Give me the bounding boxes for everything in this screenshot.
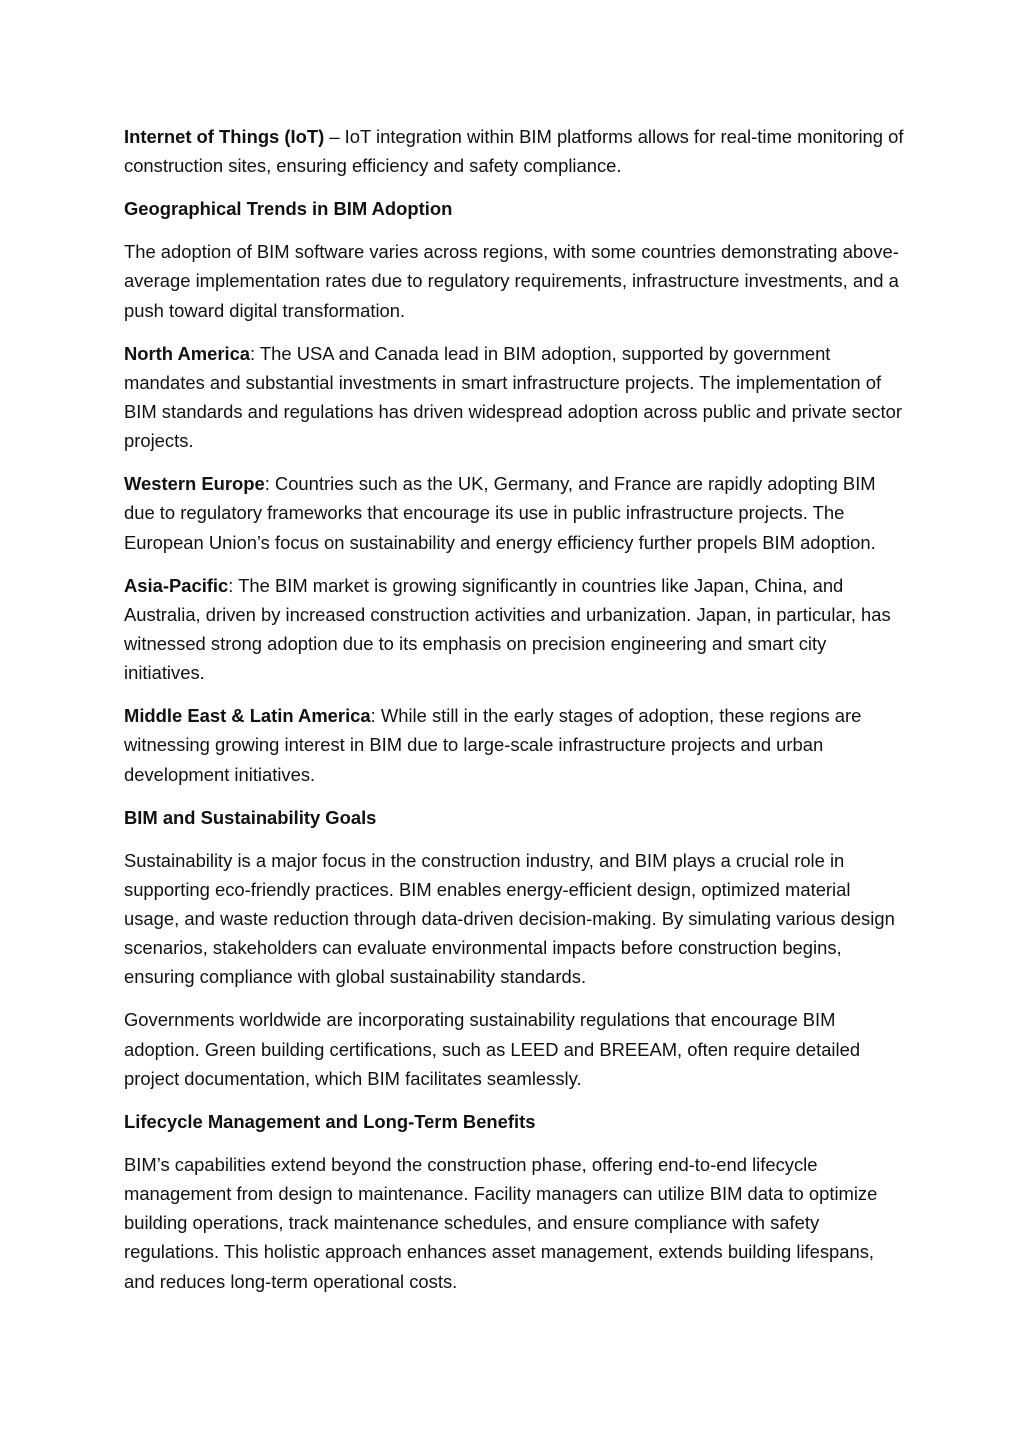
western-europe-text: : Countries such as the UK, Germany, and France are rapidly adopting BIM due to regulatory frameworks that encourage its use in public infrastructure projects. The European Union’s focus on sustainability and energy efficiency further propels BIM adoption.	[124, 473, 876, 553]
asia-pacific-text: : The BIM market is growing significantly in countries like Japan, China, and Australia, driven by increased construction activities and urbanization. Japan, in particular, has witnessed strong adoption due to its emphasis on precision engineering and smart city initiatives.	[124, 574, 891, 684]
north-america-lead: North America	[124, 342, 251, 364]
north-america-text: : The USA and Canada lead in BIM adoption, supported by government mandates and substantial investments in smart infrastructure projects. The implementation of BIM standards and regulations has driven widespread adoption across public and private sector projects.	[124, 342, 902, 452]
western-europe-lead: Western Europe	[124, 473, 265, 495]
geo-heading: Geographical Trends in BIM Adoption	[124, 198, 453, 220]
asia-pacific-paragraph	[124, 571, 904, 688]
sustainability-heading: BIM and Sustainability Goals	[124, 806, 377, 828]
iot-lead: Internet of Things (IoT)	[124, 126, 325, 147]
asia-pacific-lead: Asia-Pacific	[124, 574, 229, 596]
iot-text: – IoT integration within BIM platforms allows for real-time monitoring of construction sites, ensuring efficiency and safety compliance.	[124, 126, 904, 177]
lifecycle-heading: Lifecycle Management and Long-Term Benefits	[124, 1110, 536, 1132]
middle-east-latam-lead: Middle East & Latin America	[124, 705, 371, 727]
lifecycle-paragraph-1: BIM’s capabilities extend beyond the construction phase, offering end-to-end lifecycle management from design to maintenance. Facility managers can utilize BIM data to optimize building operations, track maintenance schedules, and ensure compliance with safety regulations. This holistic approach enhances asset management, extends building lifespans, and reduces long-term operational costs.	[124, 1153, 878, 1292]
middle-east-latam-text: : While still in the early stages of adoption, these regions are witnessing growing interest in BIM due to large-scale infrastructure projects and urban development initiatives.	[124, 705, 862, 785]
iot-paragraph	[124, 122, 904, 180]
geo-intro-paragraph: The adoption of BIM software varies across regions, with some countries demonstrating above-average implementation rates due to regulatory requirements, infrastructure investments, and a push toward digital transformation.	[124, 241, 899, 321]
north-america-paragraph	[124, 339, 904, 456]
western-europe-paragraph	[124, 469, 904, 557]
sustainability-paragraph-2: Governments worldwide are incorporating sustainability regulations that encourage BIM adoption. Green building certifications, such as LEED and BREEAM, often require detailed project documentation, which BIM facilitates seamlessly.	[124, 1009, 861, 1089]
sustainability-paragraph-1: Sustainability is a major focus in the construction industry, and BIM plays a crucial role in supporting eco-friendly practices. BIM enables energy-efficient design, optimized material usage, and waste reduction through data-driven decision-making. By simulating various design scenarios, stakeholders can evaluate environmental impacts before construction begins, ensuring compliance with global sustainability standards.	[124, 849, 895, 988]
document-page	[124, 122, 904, 1310]
middle-east-latam-paragraph	[124, 701, 904, 789]
